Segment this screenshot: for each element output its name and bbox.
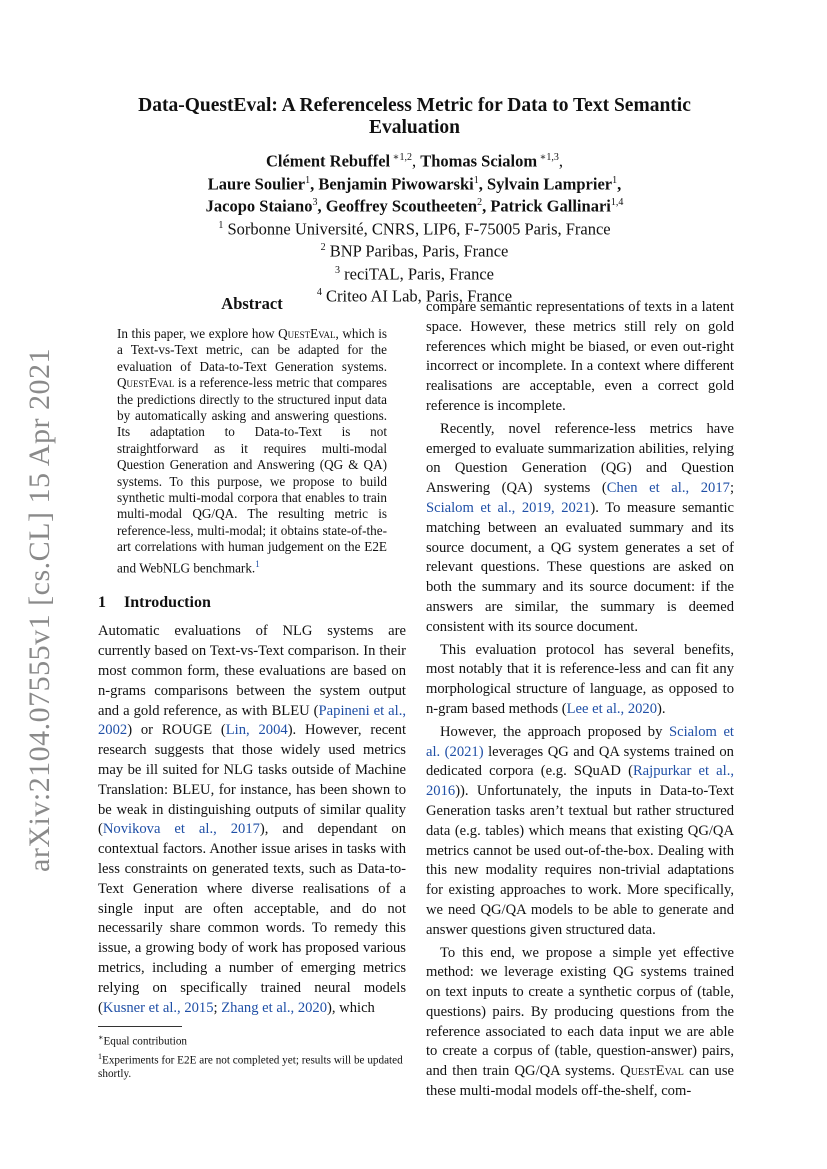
citation-link[interactable]: Novikova et al., 2017 <box>102 821 260 838</box>
citation-link[interactable]: Papineni et al., 2002 <box>98 702 406 739</box>
footnote: $^1$Experiments for E2E are not completed yet; results will be updated shortly. <box>98 1051 403 1081</box>
footnote-rule <box>98 1026 182 1027</box>
footnote: ∗Equal contribution <box>98 1033 188 1049</box>
author-name: Thomas Scialom <box>420 151 538 171</box>
affiliation: $^1$ Sorbonne Université, CNRS, LIP6, F-75005 Paris, France <box>218 219 611 238</box>
author-name: Geoffrey Scoutheeten <box>325 196 478 216</box>
abstract-heading: Abstract <box>221 294 283 313</box>
citation-link[interactable]: Scialom et al. (2021) <box>426 723 734 760</box>
body-paragraph: This evaluation protocol has several benefits, most notably that it is reference-less and can fit any morphological structure of language, as opposed to n-gram based methods (Lee et al., 2020). <box>426 641 734 717</box>
affiliation: $^4$ Criteo AI Lab, Paris, France <box>316 286 513 306</box>
section-heading: 1 Introduction <box>98 594 211 612</box>
body-paragraph: compare semantic representations of texts in a latent space. However, these metrics still rely on gold references which might be biased, or even out-right incorrect or incomplete. In a context where different realisations are acceptable, even a correct gold reference is incomplete. <box>426 299 734 414</box>
intro-paragraph: Automatic evaluations of NLG systems are currently based on Text-vs-Text comparison. In their most common form, these evaluations are based on n-grams comparisons between the system output and a gold reference, as with BLEU (Papineni et al., 2002) or ROUGE (Lin, 2004). However, recent research suggests that those widely used metrics may be ill suited for NLG tasks outside of Machine Translation: BLEU, for instance, has been shown to be weak in distinguishing outputs of similar quality (Novikova et al., 2017), and dependant on contextual factors. Another issue arises in tasks with less constraints on generated texts, such as Data-to-Text Generation where diverse realisations of a single input are often acceptable, and do not necessarily share common words. To remedy this issue, a growing body of work has proposed various metrics, including a number of emerging metrics relying on specifically trained neural models (Kusner et al., 2015; Zhang et al., 2020), which <box>98 623 407 1016</box>
author-name: Patrick Gallinari <box>490 196 611 216</box>
arxiv-id: arXiv:2104.07555v1 [cs.CL] 15 Apr 2021 <box>23 348 56 872</box>
author-name: Benjamin Piwowarski <box>318 174 474 193</box>
affiliation: $^3$ reciTAL, Paris, France <box>335 264 494 283</box>
author-line: Laure Soulier$^1$, Benjamin Piwowarski$^1$, Sylvain Lamprier$^1$, <box>207 174 622 193</box>
author-name: Sylvain Lamprier <box>486 174 613 193</box>
citation-link[interactable]: Zhang et al., 2020 <box>221 999 328 1016</box>
body-paragraph: To this end, we propose a simple yet effective method: we leverage existing QG systems trained on text inputs to create a synthetic corpus of (table, questions) pairs. By producing questions from the reference associated to each data input we are able to create a corpus of (table, question-answer) pairs, and then train QG/QA systems. QuestEval can use these multi-modal models off-the-shelf, com- <box>426 944 734 1100</box>
body-paragraph: Recently, novel reference-less metrics have emerged to evaluate summarization abilities, relying on Question Generation (QG) and Question Answering (QA) systems (Chen et al., 2017; Scialom et al., 2019, 2021). To measure semantic matching between an evaluated summary and its source document, a QG system generates a set of relevant questions. These questions are asked on both the summary and its source document: if the answers are similar, the summary is deemed consistent with its source document. <box>426 420 734 635</box>
abstract-text: In this paper, we explore how QuestEval, which is a Text-vs-Text metric, can be adapted for the evaluation of Data-to-Text Generation systems. QuestEval is a reference-less metric that compares the predictions directly to the structured input data by automatically asking and answering questions. Its adaptation to Data-to-Text is not straightforward as it requires multi-modal Question Generation and Answering (QG & QA) systems. To this purpose, we propose to build synthetic multi-modal corpora that enables to train multi-modal QG/QA. The resulting metric is reference-less, multi-modal; it obtains state-of-the-art correlations with human judgement on the E2E and WebNLG benchmark.$^1$ <box>117 326 387 576</box>
body-paragraph: However, the approach proposed by Scialom et al. (2021) leverages QG and QA systems trained on dedicated corpora (e.g. SQuAD (Rajpurkar et al., 2016)). Unfortunately, the inputs in Data-to-Text Generation tasks aren’t textual but rather structured data (e.g. tables) which means that existing QG/QA metrics cannot be used out-of-the-box. Dealing with this new modality requires non-trivial adaptations for existing approaches to work. More specifically, we need QG/QA models to be able to generate and answer questions given structured data. <box>426 723 734 938</box>
citation-link[interactable]: Kusner et al., 2015 <box>102 999 214 1016</box>
author-block <box>100 148 729 306</box>
author-line: Clément Rebuffel $^{∗1,2}$, Thomas Scialom $^{∗1,3}$, <box>265 151 564 171</box>
author-name: Clément Rebuffel <box>265 151 391 171</box>
citation-link[interactable]: Scialom et al., 2019, 2021 <box>426 499 591 516</box>
right-column <box>426 298 734 1102</box>
author-name: Laure Soulier <box>207 174 306 193</box>
arxiv-sidebar <box>20 348 60 872</box>
citation-link[interactable]: Lin, 2004 <box>225 722 288 739</box>
affiliation: $^2$ BNP Paribas, Paris, France <box>320 241 509 261</box>
citation-link[interactable]: Rajpurkar et al., 2016 <box>426 763 734 800</box>
author-line: Jacopo Staiano$^3$, Geoffrey Scoutheeten$^2$, Patrick Gallinari$^{1,4}$ <box>205 196 624 216</box>
citation-link[interactable]: Lee et al., 2020 <box>566 700 658 717</box>
author-name: Jacopo Staiano <box>205 196 313 216</box>
citation-link[interactable]: Chen et al., 2017 <box>606 480 730 497</box>
paper-title: Data-QuestEval: A Referenceless Metric for Data to Text Semantic Evaluation <box>138 95 691 138</box>
left-column <box>98 294 406 1082</box>
footnote-link[interactable]: 1 <box>255 558 260 569</box>
